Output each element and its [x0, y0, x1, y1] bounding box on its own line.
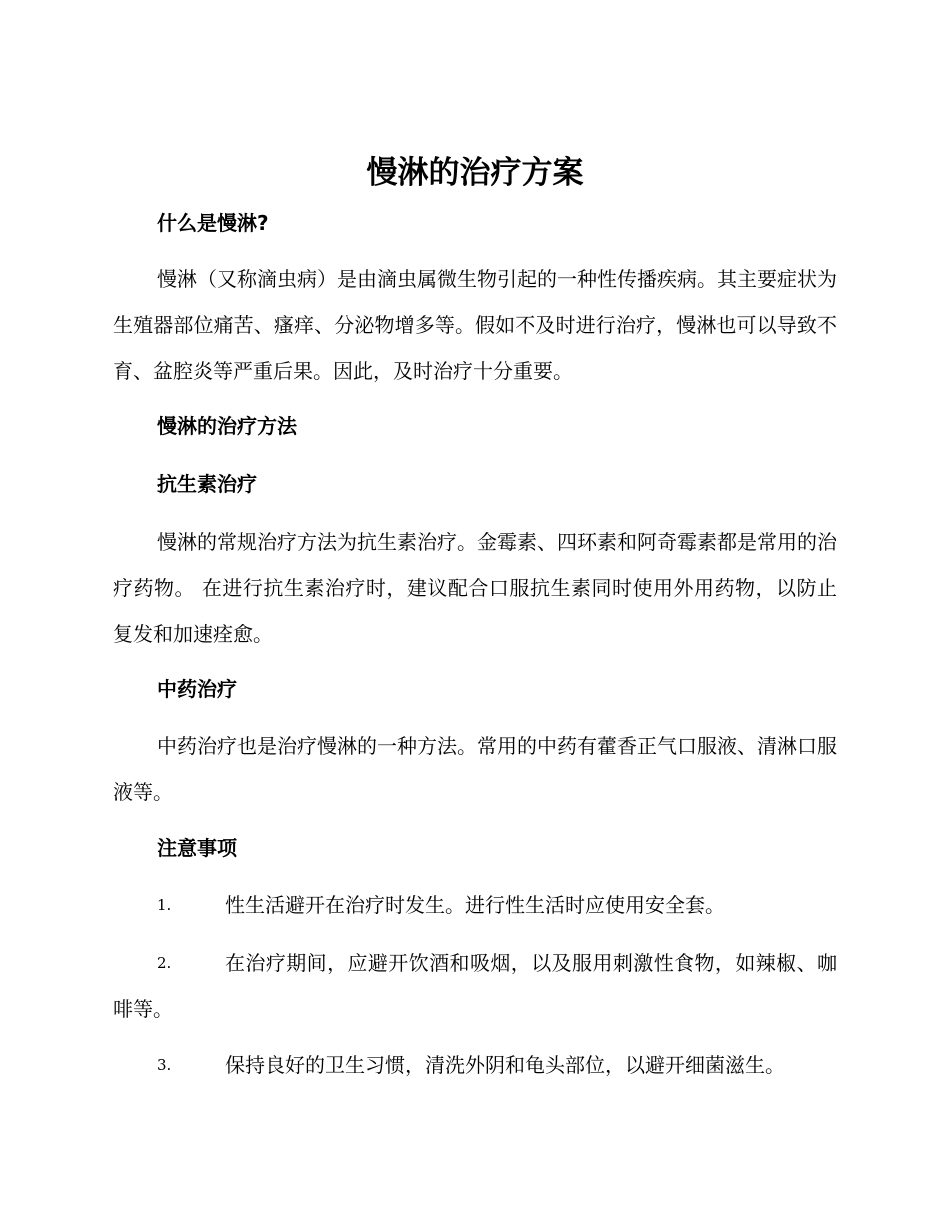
paragraph-antibiotic-treatment: 慢淋的常规治疗方法为抗生素治疗。金霉素、四环素和阿奇霉素都是常用的治疗药物。 在进行抗生素治疗时，建议配合口服抗生素同时使用外用药物，以防止复发和加速痊愈。	[113, 530, 837, 646]
heading-antibiotic-treatment: 抗生素治疗	[157, 472, 257, 496]
paragraph-what-is: 慢淋（又称滴虫病）是由滴虫属微生物引起的一种性传播疾病。其主要症状为生殖器部位痛苦、瘙痒、分泌物增多等。假如不及时进行治疗，慢淋也可以导致不育、盆腔炎等严重后果。因此，及时治疗十分重要。	[113, 267, 837, 383]
list-text: 在治疗期间，应避开饮酒和吸烟，以及服用刺激性食物，如辣椒、咖啡等。	[113, 951, 837, 1021]
list-number: 2.	[157, 954, 172, 972]
list-text: 性生活避开在治疗时发生。进行性生活时应使用安全套。	[225, 893, 725, 917]
paragraph-tcm-treatment: 中药治疗也是治疗慢淋的一种方法。常用的中药有藿香正气口服液、清淋口服液等。	[113, 734, 837, 804]
heading-tcm-treatment: 中药治疗	[157, 677, 237, 701]
list-text: 保持良好的卫生习惯，清洗外阴和龟头部位，以避开细菌滋生。	[225, 1053, 785, 1077]
list-item	[113, 1042, 837, 1088]
heading-what-is: 什么是慢淋?	[157, 211, 269, 235]
list-number: 3.	[157, 1056, 172, 1074]
heading-precautions: 注意事项	[157, 836, 237, 860]
heading-treatment-methods: 慢淋的治疗方法	[157, 414, 297, 438]
document-title: 慢淋的治疗方案	[366, 155, 584, 191]
list-item	[113, 940, 837, 1032]
list-item	[113, 882, 837, 928]
list-number: 1.	[157, 896, 172, 914]
